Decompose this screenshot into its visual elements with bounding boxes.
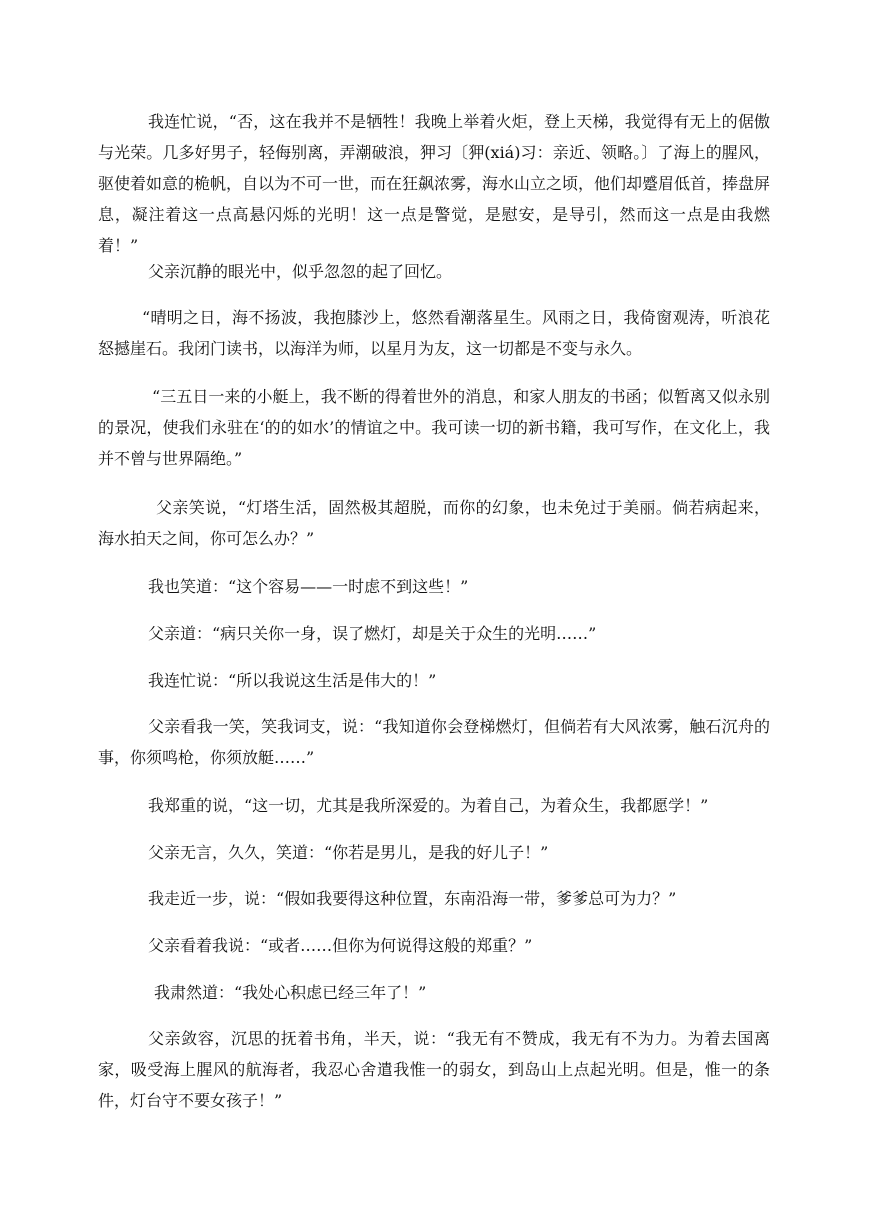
paragraph-4: “三五日一来的小艇上，我不断的得着世外的消息，和家人朋友的书函；似暂离又似永别的景况，使我们永驻在‘的的如水’的情谊之中。我可读一切的新书籍，我可写作，在文化上，我并不曾与世界隔绝。” (98, 387, 770, 468)
paragraph-7: 父亲道：“病只关你一身，误了燃灯，却是关于众生的光明……” (148, 624, 597, 643)
paragraph-1: 我连忙说，“否，这在我并不是牺牲！我晚上举着火炬，登上天梯，我觉得有无上的倨傲与光荣。几多好男子，轻侮别离，弄潮破浪，狎习〔狎(xiá)习：亲近、领略。〕了海上的腥风，驱使着如意的桅帆，自以为不可一世，而在狂飙浓雾，海水山立之顷，他们却蹙眉低首，捧盘屏息，凝注着这一点高悬闪烁的光明！这一点是警觉，是慰安，是导引，然而这一点是由我燃着！” (98, 112, 771, 255)
paragraph-9: 父亲看我一笑，笑我词支，说：“我知道你会登梯燃灯，但倘若有大风浓雾，触石沉舟的事，你须鸣枪，你须放艇……” (98, 717, 770, 767)
paragraph-12: 我走近一步，说：“假如我要得这种位置，东南沿海一带，爹爹总可为力？” (148, 889, 677, 908)
paragraph-10: 我郑重的说，“这一切，尤其是我所深爱的。为着自己，为着众生，我都愿学！” (148, 796, 709, 815)
paragraph-15: 父亲敛容，沉思的抚着书角，半天，说：“我无有不赞成，我无有不为力。为着去国离家，吸受海上腥风的航海者，我忍心舍遣我惟一的弱女，到岛山上点起光明。但是，惟一的条件，灯台守不要女孩子！” (98, 1029, 770, 1110)
paragraph-13: 父亲看着我说：“或者……但你为何说得这般的郑重？” (148, 936, 533, 955)
paragraph-6: 我也笑道：“这个容易——一时虑不到这些！” (148, 577, 469, 596)
paragraph-5: 父亲笑说，“灯塔生活，固然极其超脱，而你的幻象，也未免过于美丽。倘若病起来，海水拍天之间，你可怎么办？” (98, 498, 770, 548)
paragraph-3: “晴明之日，海不扬波，我抱膝沙上，悠然看潮落星生。风雨之日，我倚窗观涛，听浪花怒撼崖石。我闭门读书，以海洋为师，以星月为友，这一切都是不变与永久。 (98, 308, 770, 358)
paragraph-14: 我肃然道：“我处心积虑已经三年了！” (154, 983, 427, 1002)
paragraph-8: 我连忙说：“所以我说这生活是伟大的！” (148, 671, 437, 690)
paragraph-2: 父亲沉静的眼光中，似乎忽忽的起了回忆。 (148, 262, 453, 281)
paragraph-11: 父亲无言，久久，笑道：“你若是男儿，是我的好儿子！” (148, 843, 549, 862)
